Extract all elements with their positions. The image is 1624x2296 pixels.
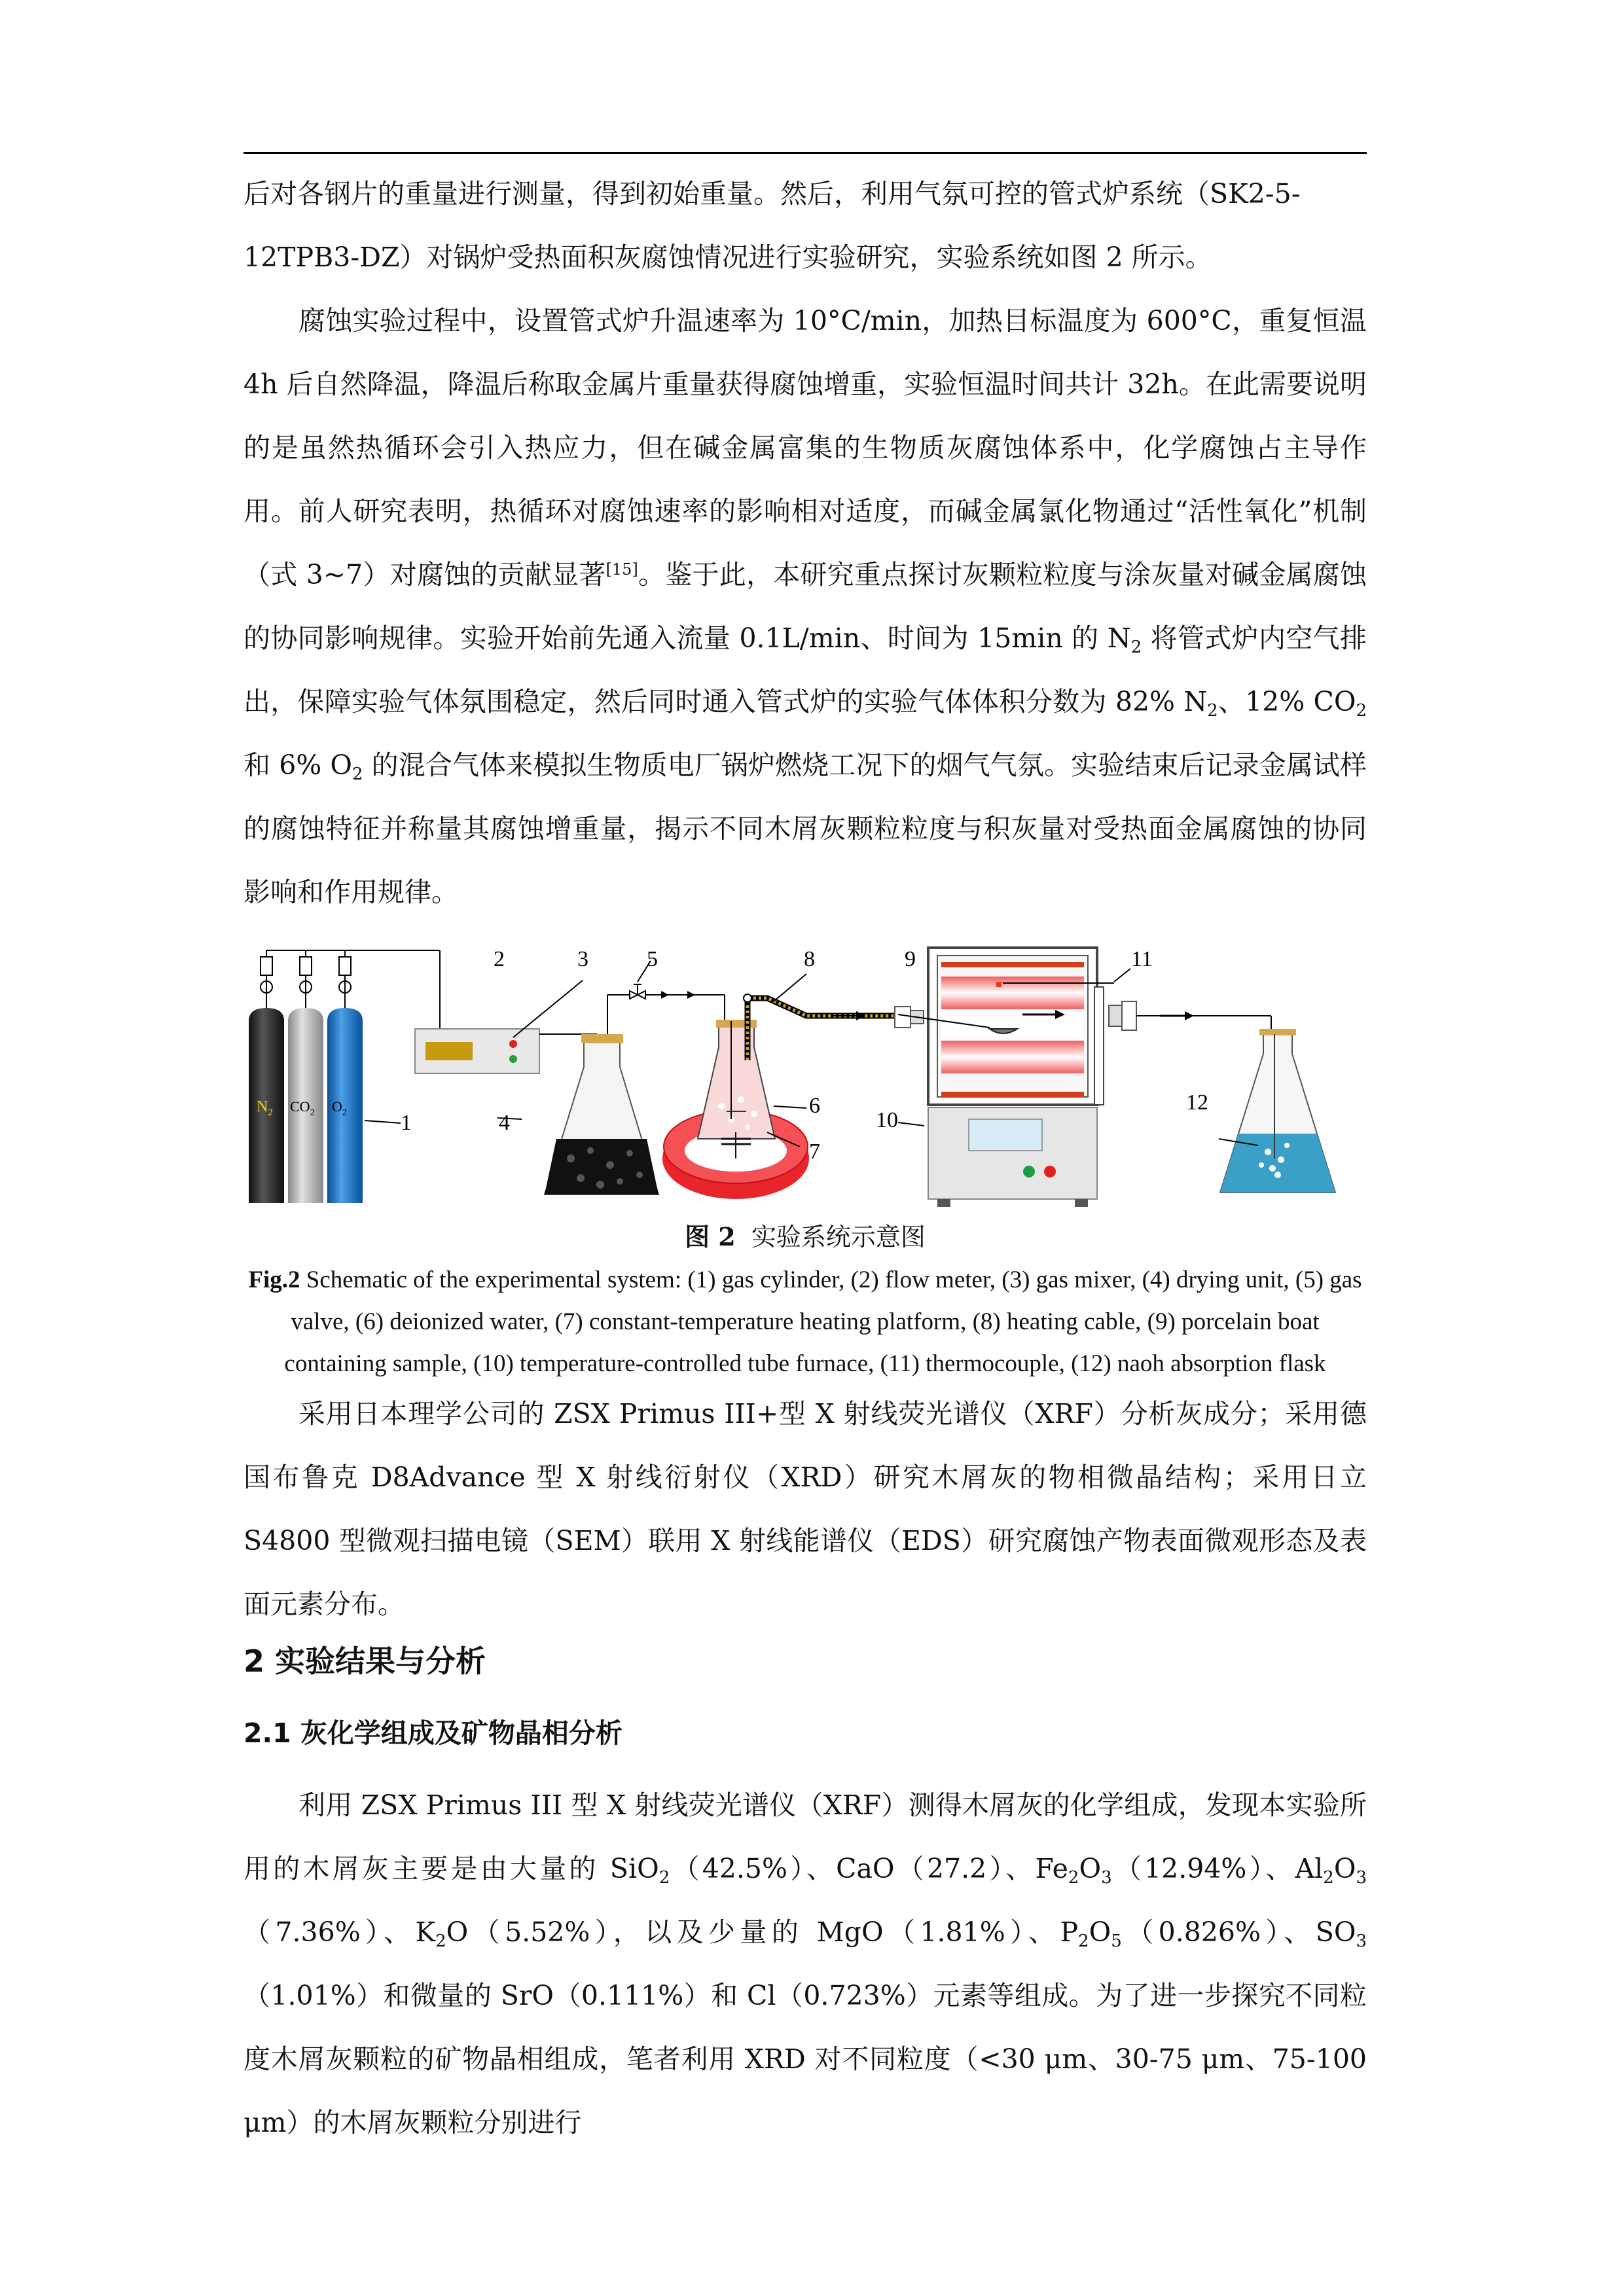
svg-text:O2: $O_2$	[332, 1098, 347, 1118]
label-7: 7	[809, 1139, 820, 1164]
thermocouple	[1109, 1001, 1271, 1030]
paragraph-1	[244, 162, 1367, 289]
subsection-heading: 2.1 灰化学组成及矿物晶相分析	[244, 1717, 623, 1749]
subscript: 2	[1323, 1868, 1334, 1888]
naoh-absorption-flask	[1220, 1016, 1335, 1193]
subscript: 2	[435, 1931, 446, 1951]
label-12: 12	[1186, 1090, 1208, 1115]
label-3: 3	[577, 947, 588, 971]
text-run: 腐蚀实验过程中，设置管式炉升温速率为 10°C/min，加热目标温度为 600°C，重复恒温 4h 后自然降温，降温后称取金属片重量获得腐蚀增重，实验恒温时间共计 32h。在此需要说明的是虽然热循环会引入热应力，但在碱金属富集的生物质灰腐蚀体系中，化学腐蚀占主导作用。前人研究表明，热循环对腐蚀速率的影响相对适度，而碱金属氯化物通过“活性氧化”机制（式 3~7）对腐蚀的贡献显著	[244, 305, 1367, 590]
subscript: 2	[1130, 637, 1142, 657]
text-run: （1.01%）和微量的 SrO（0.111%）和 Cl（0.723%）元素等组成。为了进一步探究不同粒度木屑灰颗粒的矿物晶相组成，笔者利用 XRD 对不同粒度（<30 μm、30-75 μm、75-100 μm）的木屑灰颗粒分别进行	[244, 1980, 1367, 2138]
paragraph-3: 采用日本理学公司的 ZSX Primus III+型 X 射线荧光谱仪（XRF）分析灰成分；采用德国布鲁克 D8Advance 型 X 射线衍射仪（XRD）研究木屑灰的物相微晶结构；采用日立 S4800 型微观扫描电镜（SEM）联用 X 射线能谱仪（EDS）研究腐蚀产物表面微观形态及表面元素分布。	[244, 1398, 1367, 1620]
paragraph-2	[244, 289, 1367, 924]
text-run: （42.5%）、CaO（27.2）、Fe	[670, 1853, 1068, 1884]
text-run: （0.826%）、SO	[1121, 1916, 1356, 1948]
subscript: 2	[352, 764, 363, 784]
figure-caption-en	[244, 1259, 1367, 1385]
label-8: 8	[804, 947, 815, 971]
text-run: 、12% CO	[1218, 686, 1356, 717]
heating-cable	[744, 994, 895, 1060]
label-5: 5	[647, 947, 658, 971]
figure-number-cn: 图 2	[685, 1222, 736, 1251]
drying-flask	[545, 1034, 659, 1194]
citation-ref[interactable]: [15]	[605, 560, 638, 579]
figure-title-en: Schematic of the experimental system: (1) gas cylinder, (2) flow meter, (3) gas mixer, (4) drying unit, (5) gas valve, (6) deionized water, (7) constant-temperature heating platform, (8) heating cable, (9) porcelain boat containing sample, (10) temperature-controlled tube furnace, (11) thermocouple, (12) naoh absorption flask	[284, 1266, 1362, 1377]
text-run: 将管式炉内空气排出，保障实验气体氛围稳定，然后同时通入管式炉的实验气体体积分数为 82% N	[244, 622, 1367, 717]
subscript: 2	[1207, 701, 1218, 721]
figure-number-en: Fig.2	[248, 1266, 300, 1293]
text-run: 。鉴于此，本研究重点探讨灰颗粒粒度与涂灰量对碱金属腐蚀的协同影响规律。实验开始前先通入流量 0.1L/min、时间为 15min 的 N	[244, 559, 1367, 654]
paragraph-4	[244, 1774, 1367, 2155]
label-1: 1	[401, 1111, 412, 1135]
text-run: O	[1333, 1853, 1356, 1884]
figure-title-cn: 实验系统示意图	[751, 1223, 926, 1251]
text-run: 和 6% O	[244, 749, 352, 781]
paragraph-1-line-2: 12TPB3-DZ）对锅炉受热面积灰腐蚀情况进行实验研究，实验系统如图 2 所示。	[244, 242, 1212, 273]
subscript: 5	[1111, 1931, 1122, 1951]
subscript: 2	[1068, 1868, 1079, 1888]
label-6: 6	[809, 1094, 820, 1118]
subscript: 3	[1101, 1868, 1112, 1888]
text-run: O	[1079, 1853, 1102, 1884]
header-rule	[244, 152, 1367, 154]
subscript: 2	[659, 1868, 670, 1888]
subscript: 3	[1356, 1868, 1367, 1888]
paragraph-1-line-1: 后对各钢片的重量进行测量，得到初始重量。然后，利用气氛可控的管式炉系统（SK2-5-	[244, 178, 1301, 209]
label-2: 2	[494, 947, 505, 971]
text-run: （12.94%）、Al	[1111, 1853, 1324, 1884]
text-run: 的混合气体来模拟生物质电厂锅炉燃烧工况下的烟气气氛。实验结束后记录金属试样的腐蚀特征并称量其腐蚀增重量，揭示不同木屑灰颗粒粒度与积灰量对受热面金属腐蚀的协同影响和作用规律。	[244, 749, 1367, 908]
subscript: 3	[1356, 1931, 1367, 1951]
text-run: （7.36%）、K	[244, 1916, 436, 1948]
label-10: 10	[876, 1108, 898, 1132]
label-9: 9	[905, 947, 916, 971]
subscript: 2	[1356, 701, 1367, 721]
deionized-water-flask	[662, 1020, 809, 1199]
text-run: O（5.52%），以及少量的 MgO（1.81%）、P	[446, 1916, 1079, 1948]
label-4: 4	[499, 1111, 510, 1135]
text-run: O	[1089, 1916, 1111, 1948]
flow-meter	[415, 950, 539, 1073]
gas-cylinders	[249, 950, 440, 1203]
text-run: 利用 ZSX Primus III 型 X 射线荧光谱仪（XRF）测得木屑灰的化学组成，发现本实验所用的木屑灰主要是由大量的 SiO	[244, 1789, 1367, 1884]
svg-text:CO2: $CO_2$	[290, 1098, 315, 1118]
label-11: 11	[1131, 947, 1153, 971]
subscript: 2	[1078, 1931, 1089, 1951]
svg-text:N2: $N_2$	[257, 1098, 273, 1118]
section-heading: 2 实验结果与分析	[244, 1643, 486, 1679]
experimental-system-diagram	[244, 942, 1367, 1217]
gas-valve	[630, 984, 695, 999]
figure-caption-cn	[244, 1219, 1367, 1255]
